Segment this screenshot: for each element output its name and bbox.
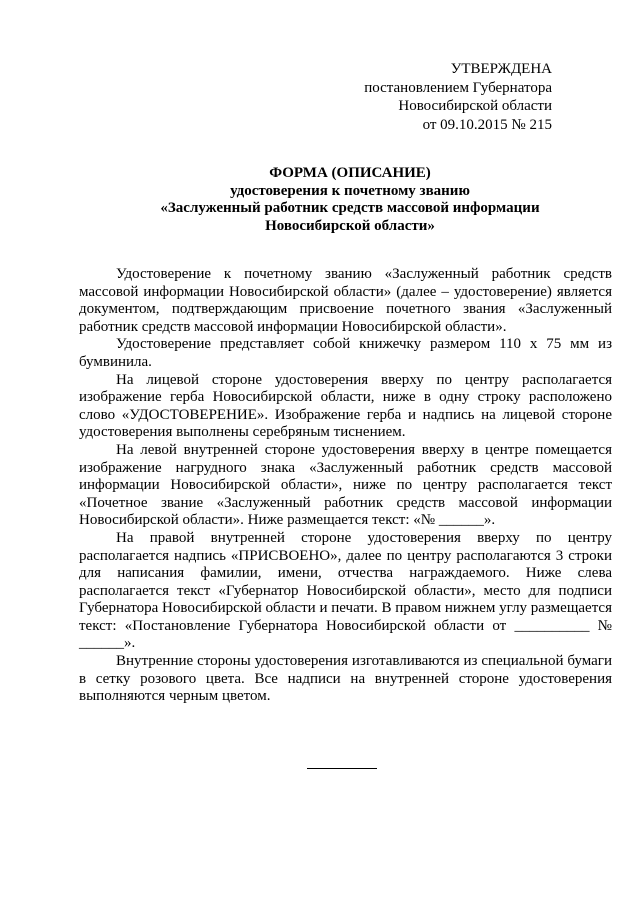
title-line: ФОРМА (ОПИСАНИЕ) [269, 165, 431, 181]
paragraph: Удостоверение представляет собой книжечку размером 110 х 75 мм из бумвинила. [79, 336, 612, 370]
paragraph: Удостоверение к почетному званию «Заслуженный работник средств массовой информации Новосибирской области» (далее – удостоверение) является документом, подтверждающим присвоение почетного звания «Заслуженный работник средств массовой информации Новосибирской области». [79, 266, 612, 335]
paragraph: На лицевой стороне удостоверения вверху по центру располагается изображение герба Новосибирской области, ниже в одну строку расположено слово «УДОСТОВЕРЕНИЕ». Изображение герба и надпись на лицевой стороне удостоверения выполнены серебряным тиснением. [79, 371, 612, 441]
title-line: Новосибирской области» [265, 217, 435, 234]
approval-date-number: от 09.10.2015 № 215 [422, 116, 552, 133]
title-line: «Заслуженный работник средств массовой информации [160, 200, 540, 216]
end-rule [307, 768, 377, 769]
paragraph: Внутренние стороны удостоверения изготавливаются из специальной бумаги в сетку розового цвета. Все надписи на внутренней стороне удостоверения выполняются черным цветом. [79, 653, 612, 705]
approval-line: постановлением Губернатора [364, 79, 552, 96]
paragraph: На левой внутренней стороне удостоверения вверху в центре помещается изображение нагрудного знака «Заслуженный работник средств массовой информации Новосибирской области», ниже по центру располагается текст «Почетное звание «Заслуженный работник средств массовой информации Новосибирской области». Ниже размещается текст: «№ ______». [79, 441, 612, 529]
document-title [60, 165, 640, 235]
title-line: удостоверения к почетному званию [230, 182, 470, 199]
approval-line: Новосибирской области [398, 98, 552, 114]
paragraph: На правой внутренней стороне удостоверения вверху по центру располагается надпись «ПРИСВОЕНО», далее по центру располагаются 3 строки для написания фамилии, имени, отчества награждаемого. Ниже слева располагается текст «Губернатор Новосибирской области», место для подписи Губернатора Новосибирской области и печати. В правом нижнем углу размещается текст: «Постановление Губернатора Новосибирской области от __________ № ______». [79, 529, 612, 652]
approval-heading: УТВЕРЖДЕНА [450, 61, 552, 77]
approval-stamp [300, 60, 552, 134]
document-body [79, 266, 612, 706]
